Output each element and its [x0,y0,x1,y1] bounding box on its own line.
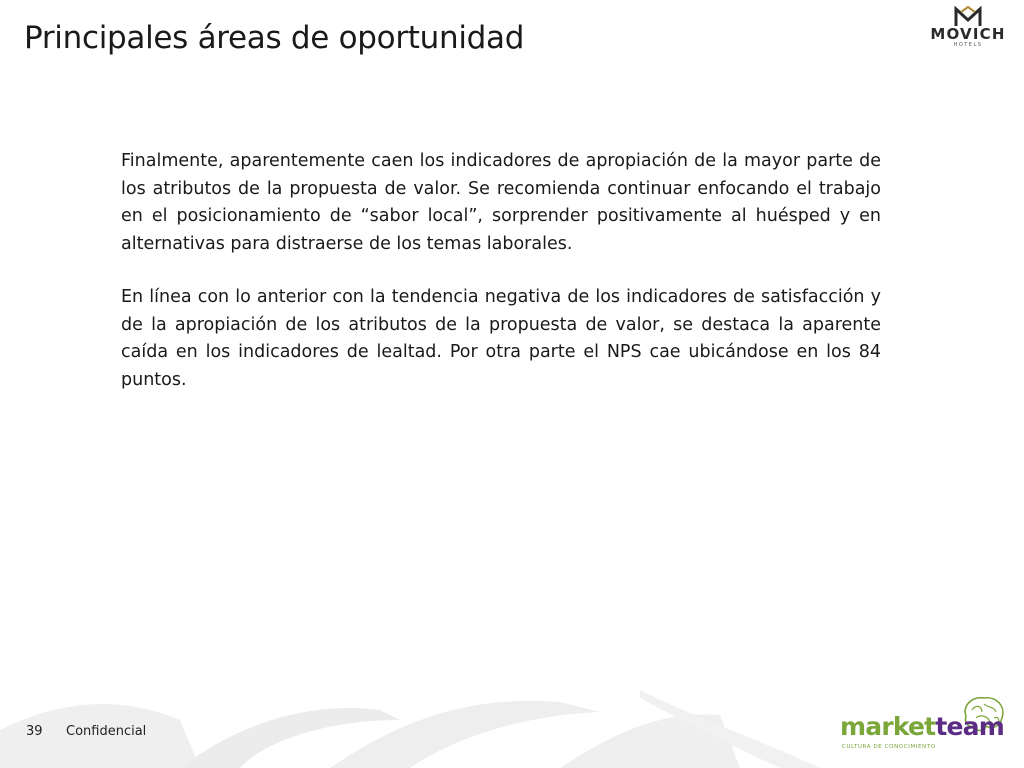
movich-sub: HOTELS [953,42,983,48]
movich-brand: MOVICH [930,25,1006,43]
paragraph-1: Finalmente, aparentemente caen los indicadores de apropiación de la mayor parte de los atributos de la propuesta de valor. Se recomienda continuar enfocando el trabajo en el posicionamiento de “sabor local”, sorprender positivamente al huésped y en alternativas para distraerse de los temas laborales. [121,151,881,254]
marketteam-logo [840,694,1016,754]
paragraph-2: En línea con lo anterior con la tendencia negativa de los indicadores de satisfacción y de la apropiación de los atributos de la propuesta de valor, se destaca la aparente caída en los indicadores de lealtad. Por otra parte el NPS cae ubicándose en los 84 puntos. [121,287,881,390]
slide-title: Principales áreas de oportunidad [24,20,525,56]
logo-tagline: CULTURA DE CONOCIMIENTO [842,744,936,750]
logo-team-text: team [935,712,1004,741]
page-number: 39 [26,724,43,739]
movich-logo [918,6,1018,56]
confidential-label: Confidencial [66,724,147,739]
marketteam-wordmark [840,712,1004,741]
body-text [121,148,881,420]
logo-market-text: market [840,712,936,741]
